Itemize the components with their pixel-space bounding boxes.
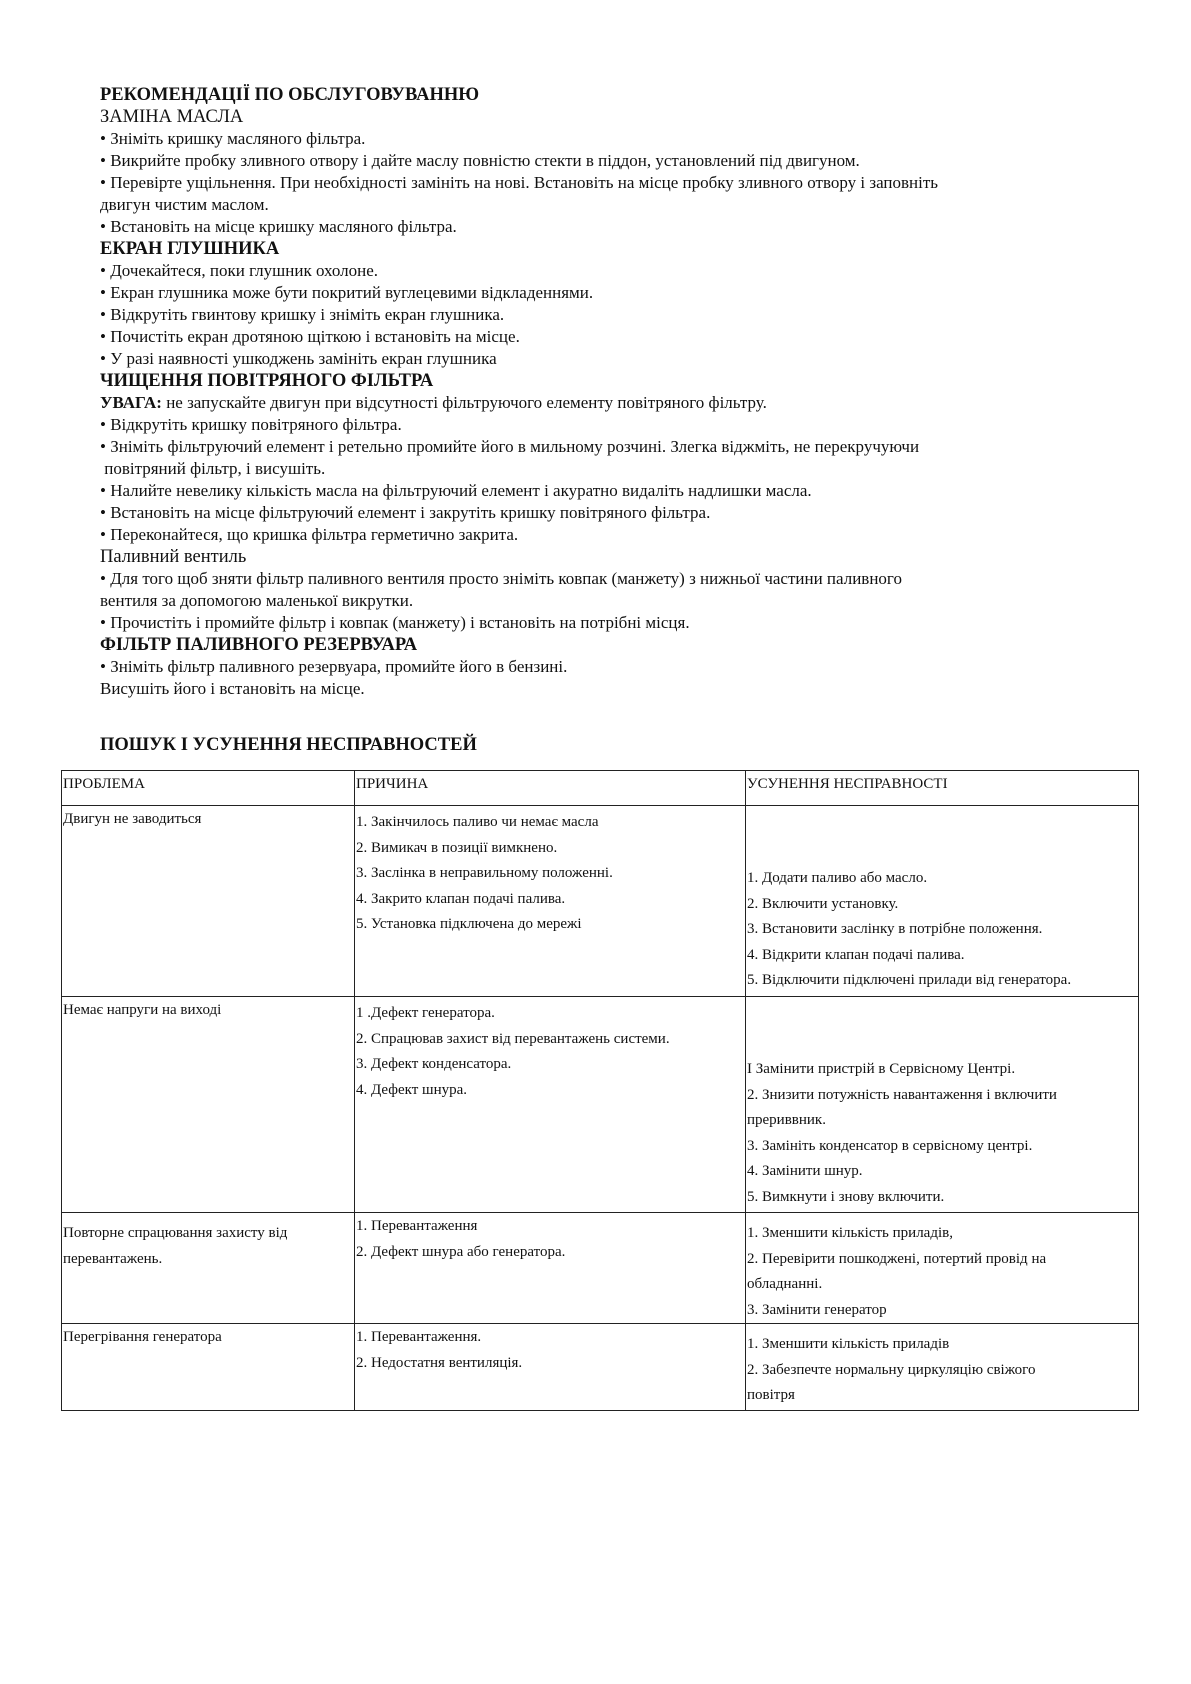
fix-item: 5. Вимкнути і знову включити. — [747, 1188, 945, 1205]
fix-item: I Замінити пристрій в Сервісному Центрі. — [747, 1061, 1016, 1077]
oil-item: • Викрийте пробку зливного отвору і дайте маслу повністю стекти в піддон, установлений під двигуном. — [100, 151, 860, 170]
fuel-tank-item: Висушіть його і встановіть на місце. — [100, 679, 365, 698]
cause-item: 2. Недостатня вентиляція. — [356, 1354, 523, 1371]
table-row — [62, 806, 1139, 997]
header-problem: ПРОБЛЕМА — [62, 771, 355, 806]
oil-item: двигун чистим маслом. — [100, 195, 269, 214]
fix-item: 1. Зменшити кількість приладів, — [747, 1225, 953, 1241]
fix-cell — [746, 997, 1139, 1213]
warning-text: не запускайте двигун при відсутності фільтруючого елементу повітряного фільтру. — [161, 393, 767, 412]
cause-item: 1. Перевантаження. — [356, 1329, 482, 1345]
problem-cell — [62, 806, 355, 997]
air-filter-item: • Переконайтеся, що кришка фільтра герметично закрита. — [100, 525, 519, 544]
header-fix: УСУНЕННЯ НЕСПРАВНОСТІ — [746, 771, 1139, 806]
muffler-item: • Екран глушника може бути покритий вуглецевими відкладеннями. — [100, 283, 594, 302]
fuel-tank-title: ФІЛЬТР ПАЛИВНОГО РЕЗЕРВУАРА — [100, 635, 418, 655]
air-filter-item: • Відкрутіть кришку повітряного фільтра. — [100, 415, 402, 434]
maintenance-title: РЕКОМЕНДАЦІЇ ПО ОБСЛУГОВУВАННЮ — [100, 85, 480, 105]
cause-item: 4. Закрито клапан подачі палива. — [356, 890, 566, 907]
fix-item: 2. Забезпечте нормальну циркуляцію свіжого — [747, 1361, 1036, 1378]
problem-text: Двигун не заводиться — [63, 811, 202, 827]
cause-cell — [355, 1324, 746, 1411]
fix-item: 5. Відключити підключені прилади від генератора. — [747, 972, 1072, 988]
fuel-valve-item: вентиля за допомогою маленької викрутки. — [100, 591, 414, 610]
problem-cell — [62, 997, 355, 1213]
fix-item: 3. Замініть конденсатор в сервісному центрі. — [747, 1137, 1033, 1154]
muffler-title: ЕКРАН ГЛУШНИКА — [100, 239, 280, 259]
table-header-row — [62, 771, 1139, 806]
oil-item: • Встановіть на місце кришку масляного фільтра. — [100, 217, 457, 236]
fix-cell — [746, 806, 1139, 997]
cause-item: 1 .Дефект генератора. — [356, 1005, 495, 1021]
fix-item: 1. Зменшити кількість приладів — [747, 1336, 950, 1352]
oil-item: • Перевірте ущільнення. При необхідності замініть на нові. Встановіть на місце пробку зливного отвору і заповніть — [100, 173, 939, 192]
fix-item: 4. Відкрити клапан подачі палива. — [747, 946, 965, 963]
fix-item: 2. Включити установку. — [747, 895, 899, 912]
cause-cell — [355, 997, 746, 1213]
fuel-tank-item: • Зніміть фільтр паливного резервуара, промийте його в бензині. — [100, 657, 568, 676]
fuel-valve-item: • Для того щоб зняти фільтр паливного вентиля просто зніміть ковпак (манжету) з нижньої частини паливного — [100, 569, 902, 588]
problem-text: перевантажень. — [63, 1250, 163, 1267]
problem-text: Перегрівання генератора — [63, 1329, 222, 1345]
fuel-valve-item: • Прочистіть і промийте фільтр і ковпак (манжету) і встановіть на потрібні місця. — [100, 613, 690, 632]
warning-label: УВАГА: — [100, 393, 162, 412]
table-row — [62, 997, 1139, 1213]
muffler-item: • У разі наявності ушкоджень замініть екран глушника — [100, 349, 497, 368]
muffler-item: • Дочекайтеся, поки глушник охолоне. — [100, 261, 379, 280]
fix-item: 2. Знизити потужність навантаження і включити — [747, 1086, 1057, 1103]
fix-item: 1. Додати паливо або масло. — [747, 870, 928, 886]
maintenance-section — [100, 84, 1100, 700]
cause-item: 1. Закінчилось паливо чи немає масла — [356, 814, 599, 830]
air-filter-item: повітряний фільтр, і висушіть. — [100, 459, 326, 478]
air-filter-warning — [100, 392, 1100, 414]
troubleshooting-title: ПОШУК І УСУНЕННЯ НЕСПРАВНОСТЕЙ — [100, 735, 477, 755]
air-filter-title: ЧИЩЕННЯ ПОВІТРЯНОГО ФІЛЬТРА — [100, 371, 434, 391]
fix-item: повітря — [747, 1387, 795, 1403]
cause-cell — [355, 1213, 746, 1324]
cause-item: 2. Спрацював захист від перевантажень системи. — [356, 1030, 670, 1047]
fix-item: 2. Перевірити пошкоджені, потертий провід на — [747, 1250, 1047, 1267]
cause-item: 3. Дефект конденсатора. — [356, 1056, 512, 1072]
fix-item: 4. Замінити шнур. — [747, 1163, 863, 1179]
muffler-item: • Відкрутіть гвинтову кришку і зніміть екран глушника. — [100, 305, 505, 324]
cause-item: 2. Дефект шнура або генератора. — [356, 1243, 566, 1260]
cause-item: 1. Перевантаження — [356, 1218, 478, 1234]
fix-item: 3. Замінити генератор — [747, 1301, 887, 1318]
fuel-valve-title: Паливний вентиль — [100, 547, 247, 567]
fix-cell — [746, 1324, 1139, 1411]
cause-item: 3. Заслінка в неправильному положенні. — [356, 865, 613, 881]
header-cause: ПРИЧИНА — [355, 771, 746, 806]
oil-item: • Зніміть кришку масляного фільтра. — [100, 129, 366, 148]
cause-item: 2. Вимикач в позиції вимкнено. — [356, 839, 558, 856]
air-filter-item: • Встановіть на місце фільтруючий елемент і закрутіть кришку повітряного фільтра. — [100, 503, 711, 522]
air-filter-item: • Налийте невелику кількість масла на фільтруючий елемент і акуратно видаліть надлишки масла. — [100, 481, 812, 500]
problem-cell — [62, 1213, 355, 1324]
problem-text: Немає напруги на виході — [63, 1002, 222, 1018]
cause-cell — [355, 806, 746, 997]
fix-item: 3. Встановити заслінку в потрібне положення. — [747, 921, 1043, 937]
cause-item: 4. Дефект шнура. — [356, 1081, 468, 1098]
muffler-item: • Почистіть екран дротяною щіткою і встановіть на місце. — [100, 327, 520, 346]
oil-change-title: ЗАМІНА МАСЛА — [100, 107, 244, 127]
problem-cell — [62, 1324, 355, 1411]
fix-item: прериввник. — [747, 1112, 826, 1128]
table-row — [62, 1213, 1139, 1324]
cause-item: 5. Установка підключена до мережі — [356, 916, 582, 932]
table-row — [62, 1324, 1139, 1411]
troubleshooting-table — [61, 770, 1139, 1411]
air-filter-item: • Зніміть фільтруючий елемент і ретельно промийте його в мильному розчині. Злегка віджміть, не перекручуючи — [100, 437, 920, 456]
fix-cell — [746, 1213, 1139, 1324]
fix-item: обладнанні. — [747, 1276, 823, 1292]
problem-text: Повторне спрацювання захисту від — [63, 1225, 288, 1241]
